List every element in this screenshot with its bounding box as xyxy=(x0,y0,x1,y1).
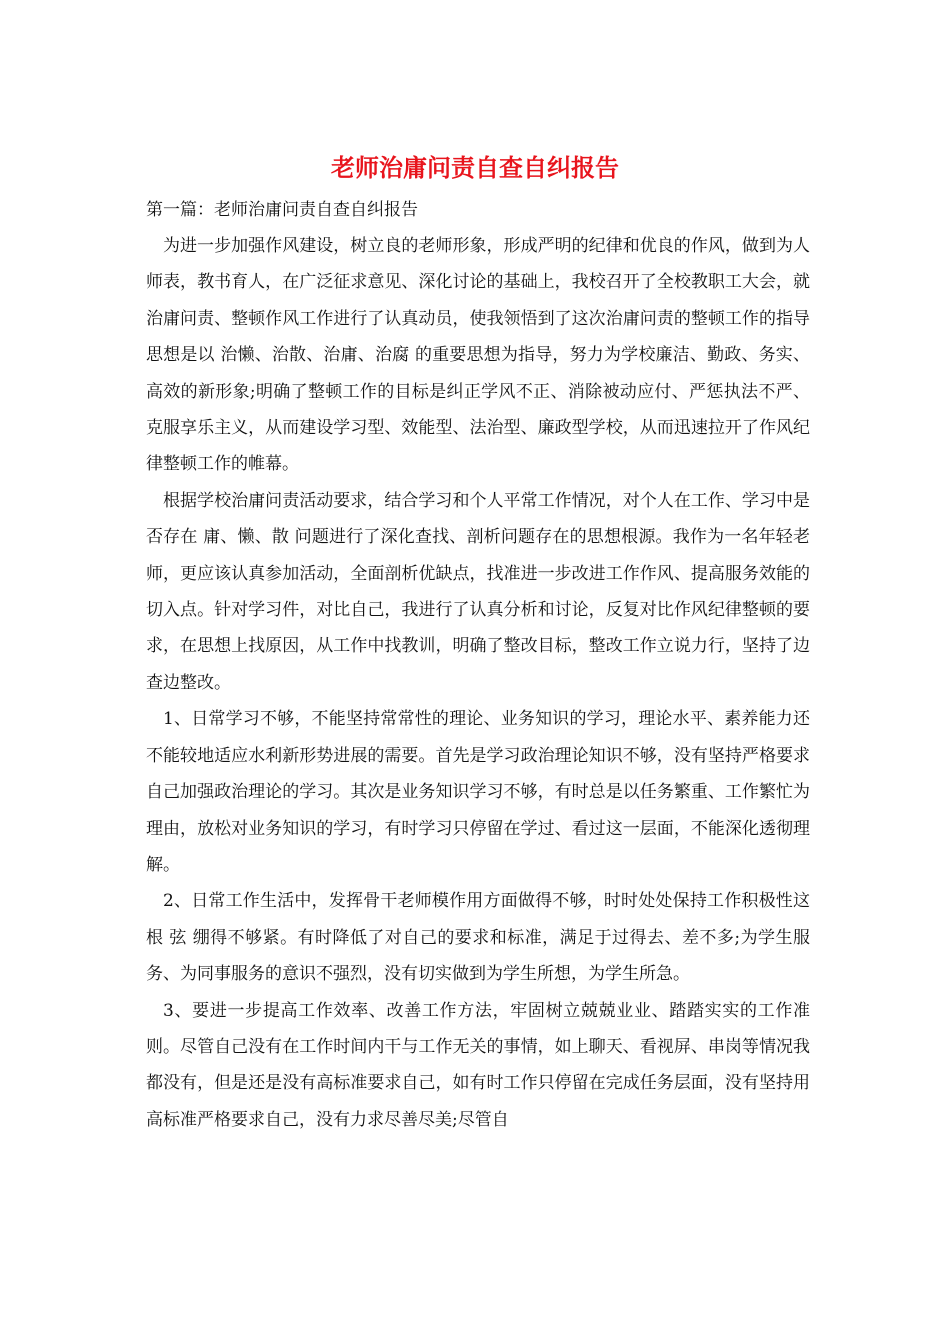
paragraph-item-2: 2、日常工作生活中，发挥骨干老师模作用方面做得不够，时时处处保持工作积极性这根 弦 绷得不够紧。有时降低了对自己的要求和标准，满足于过得去、差不多;为学生服务、为同事服务的意识不强烈，没有切实做到为学生所想，为学生所急。 xyxy=(146,891,810,985)
paragraph-intro: 为进一步加强作风建设，树立良的老师形象，形成严明的纪律和优良的作风，做到为人师表，教书育人，在广泛征求意见、深化讨论的基础上，我校召开了全校教职工大会，就治庸问责、整顿作风工作进行了认真动员，使我领悟到了这次治庸问责的整顿工作的指导思想是以 治懒、治散、治庸、治腐 的重要思想为指导，努力为学校廉洁、勤政、务实、高效的新形象;明确了整顿工作的目标是纠正学风不正、消除被动应付、严惩执法不严、克服享乐主义，从而建设学习型、效能型、法治型、廉政型学校，从而迅速拉开了作风纪律整顿工作的帷幕。 xyxy=(146,236,810,475)
paragraph-item-3: 3、要进一步提高工作效率、改善工作方法，牢固树立兢兢业业、踏踏实实的工作准则。尽管自己没有在工作时间内干与工作无关的事情，如上聊天、看视屏、串岗等情况我都没有，但是还是没有高标准要求自己，如有时工作只停留在完成任务层面，没有坚持用高标准严格要求自己，没有力求尽善尽美;尽管自 xyxy=(146,1000,810,1130)
document-subtitle: 第一篇：老师治庸问责自查自纠报告 xyxy=(146,200,418,220)
document-title: 老师治庸问责自查自纠报告 xyxy=(331,153,619,182)
document-body xyxy=(146,196,810,1138)
paragraph-analysis: 根据学校治庸问责活动要求，结合学习和个人平常工作情况，对个人在工作、学习中是否存在 庸、懒、散 问题进行了深化查找、剖析问题存在的思想根源。我作为一名年轻老师，更应该认真参加活动，全面剖析优缺点，找准进一步改进工作作风、提高服务效能的切入点。针对学习件，对比自己，我进行了认真分析和讨论，反复对比作风纪律整顿的要求，在思想上找原因，从工作中找教训，明确了整改目标，整改工作立说力行，坚持了边查边整改。 xyxy=(146,490,810,693)
paragraph-item-1: 1、日常学习不够，不能坚持常常性的理论、业务知识的学习，理论水平、素养能力还不能较地适应水利新形势进展的需要。首先是学习政治理论知识不够，没有坚持严格要求自己加强政治理论的学习。其次是业务知识学习不够，有时总是以任务繁重、工作繁忙为理由，放松对业务知识的学习，有时学习只停留在学过、看过这一层面，不能深化透彻理解。 xyxy=(146,709,810,875)
